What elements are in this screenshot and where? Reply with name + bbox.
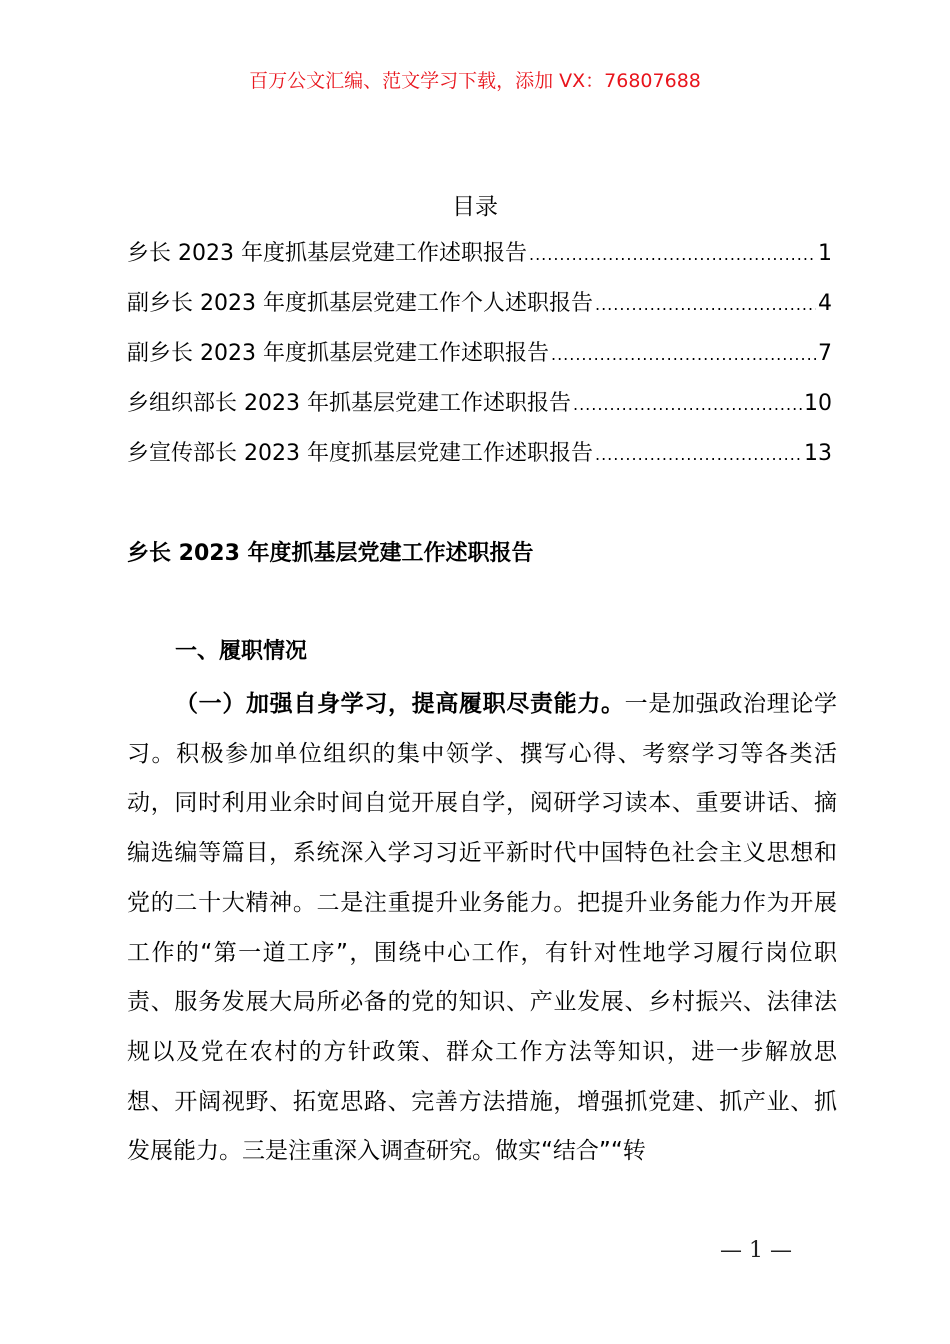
toc-leader-dots [551,345,816,364]
toc-entry-page: 13 [804,441,832,466]
toc-entry-label: 副乡长 2023 年度抓基层党建工作述职报告 [127,341,549,366]
toc-entry[interactable] [127,336,832,386]
toc-leader-dots [529,245,816,264]
toc-entry-page: 7 [818,341,832,366]
toc-entry-label: 乡宣传部长 2023 年度抓基层党建工作述职报告 [127,441,593,466]
section-title: 乡长 2023 年度抓基层党建工作述职报告 [127,541,534,566]
toc-entry-page: 1 [818,241,832,266]
toc-entry-page: 4 [818,291,832,316]
page-number: — 1 — [720,1238,792,1263]
toc-entry-page: 10 [804,391,832,416]
toc-entry[interactable] [127,386,832,436]
toc-entry-label: 乡长 2023 年度抓基层党建工作述职报告 [127,241,527,266]
toc-entry-label: 副乡长 2023 年度抓基层党建工作个人述职报告 [127,291,593,316]
toc-entry-label: 乡组织部长 2023 年抓基层党建工作述职报告 [127,391,571,416]
table-of-contents [127,236,832,486]
body-paragraph [127,680,837,1177]
paragraph-text: 一是加强政治理论学习。积极参加单位组织的集中领学、撰写心得、考察学习等各类活动，同时利用业余时间自觉开展自学，阅研学习读本、重要讲话、摘编选编等篇目，系统深入学习习近平新时代中国特色社会主义思想和党的二十大精神。二是注重提升业务能力。把提升业务能力作为开展工作的“第一道工序”，围绕中心工作，有针对性地学习履行岗位职责、服务发展大局所必备的党的知识、产业发展、乡村振兴、法律法规以及党在农村的方针政策、群众工作方法等知识，进一步解放思想、开阔视野、拓宽思路、完善方法措施，增强抓党建、抓产业、抓发展能力。三是注重深入调查研究。做实“结合”“转 [127,691,838,1165]
watermark-header: 百万公文汇编、范文学习下载，添加 VX：76807688 [249,70,701,92]
toc-leader-dots [595,445,802,464]
toc-entry[interactable] [127,236,832,286]
toc-leader-dots [595,295,816,314]
paragraph-bold-lead: （一）加强自身学习，提高履职尽责能力。 [175,691,625,717]
toc-entry[interactable] [127,286,832,336]
toc-leader-dots [573,395,802,414]
toc-title: 目录 [452,194,498,220]
heading-1: 一、履职情况 [175,639,308,664]
toc-entry[interactable] [127,436,832,486]
